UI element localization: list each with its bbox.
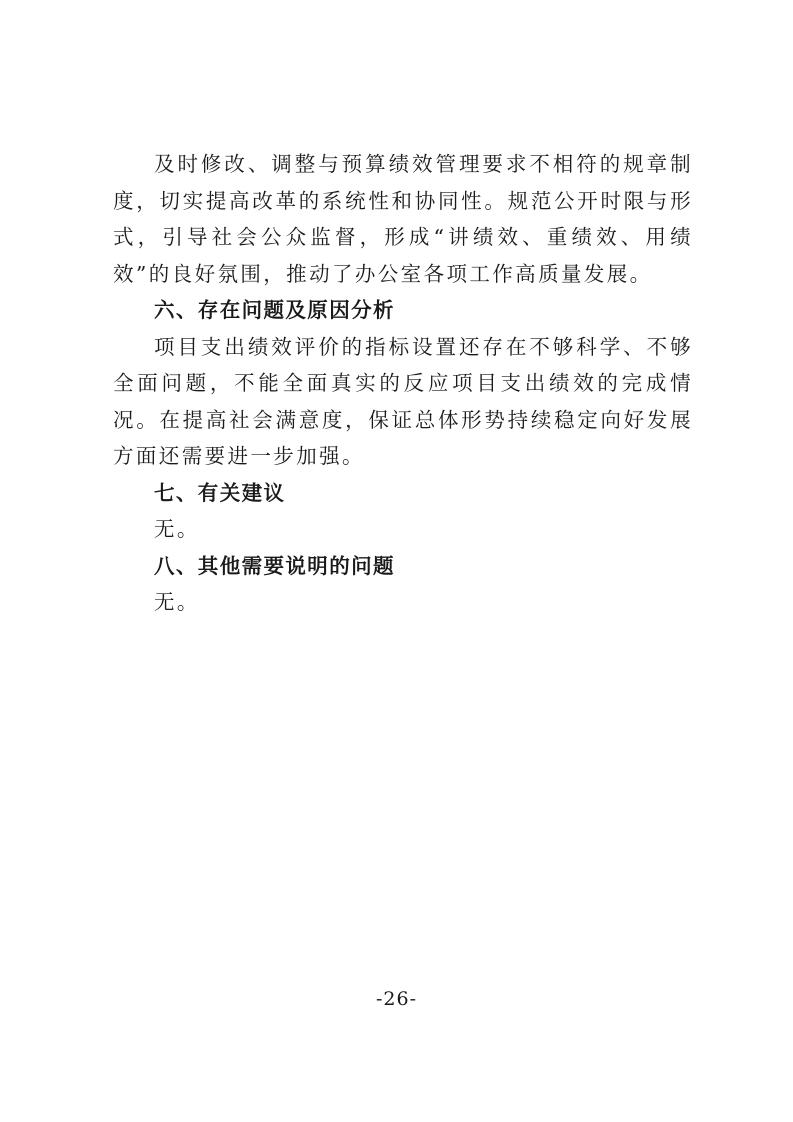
continuation-paragraph: 及时修改、调整与预算绩效管理要求不相符的规章制度，切实提高改革的系统性和协同性。规范公开时限与形式，引导社会公众监督，形成“讲绩效、重绩效、用绩效”的良好氛围，推动了办公室各项工作高质量发展。 [113,152,693,286]
document-body [113,146,693,621]
section-heading-problems: 六、存在问题及原因分析 [154,298,395,322]
section-body-problems: 项目支出绩效评价的指标设置还存在不够科学、不够全面问题，不能全面真实的反应项目支出绩效的完成情况。在提高社会满意度，保证总体形势持续稳定向好发展方面还需要进一步加强。 [113,334,693,468]
section-heading-other-issues: 八、其他需要说明的问题 [154,553,395,578]
section-body-suggestions: 无。 [154,517,200,541]
section-heading-suggestions: 七、有关建议 [154,480,286,505]
section-body-other-issues: 无。 [154,590,200,614]
page-number: -26- [375,988,418,1010]
